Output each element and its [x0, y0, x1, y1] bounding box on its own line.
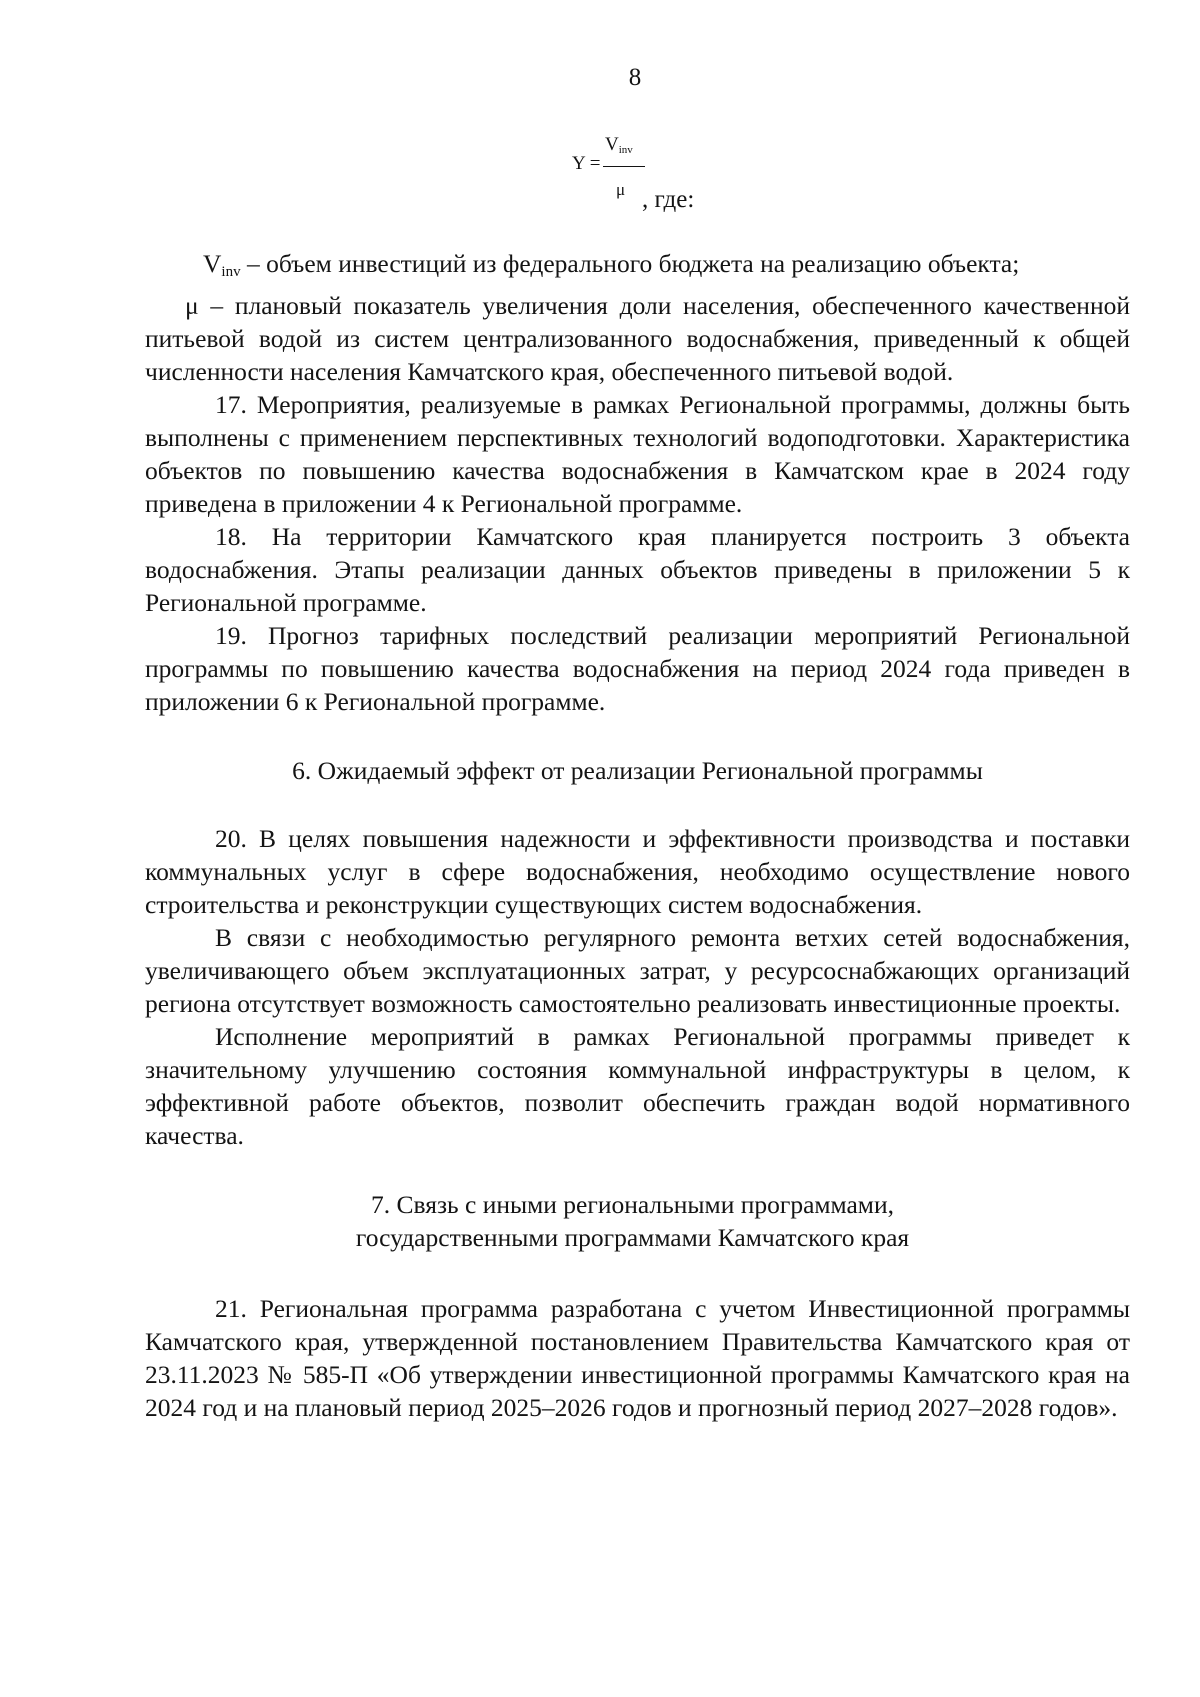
formula-suffix: , где:	[642, 186, 695, 213]
paragraph-20-b: В связи с необходимостью регулярного ремонта ветхих сетей водоснабжения, увеличивающего объем эксплуатационных затрат, у ресурсоснабжающих организаций региона отсутствует возможность самостоятельно реализовать инвестиционные проекты.	[145, 923, 1130, 1018]
v-symbol: V	[203, 249, 222, 278]
formula-numerator-subscript: inv	[618, 144, 633, 156]
paragraph-20: 20. В целях повышения надежности и эффективности производства и поставки коммунальных услуг в сфере водоснабжения, необходимо осуществление нового строительства и реконструкции существующих систем водоснабжения.	[145, 824, 1130, 919]
formula-numerator	[605, 134, 633, 156]
v-definition-text: – объем инвестиций из федерального бюджета на реализацию объекта;	[240, 249, 1020, 278]
paragraph-21: 21. Региональная программа разработана с учетом Инвестиционной программы Камчатского края, утвержденной постановлением Правительства Камчатского края от 23.11.2023 № 585-П «Об утверждении инвестиционной программы Камчатского края на 2024 год и на плановый период 2025–2026 годов и прогнозный период 2027–2028 годов».	[145, 1294, 1130, 1422]
paragraph-19: 19. Прогноз тарифных последствий реализации мероприятий Региональной программы по повышению качества водоснабжения на период 2024 года приведен в приложении 6 к Региональной программе.	[145, 621, 1130, 716]
definition-mu: μ – плановый показатель увеличения доли населения, обеспеченного качественной питьевой водой из систем централизованного водоснабжения, приведенный к общей численности населения Камчатского края, обеспеченного питьевой водой.	[145, 291, 1130, 386]
document-body	[145, 247, 1130, 1424]
section-6-heading: 6. Ожидаемый эффект от реализации Региональной программы	[292, 756, 983, 785]
formula-lhs: Y =	[572, 153, 601, 174]
formula	[0, 0, 1200, 240]
section-7-heading: 7. Связь с иными региональными программами, государственными программами Камчатского края	[355, 1190, 910, 1252]
paragraph-17: 17. Мероприятия, реализуемые в рамках Региональной программы, должны быть выполнены с применением перспективных технологий водоподготовки. Характеристика объектов по повышению качества водоснабжения в Камчатском крае в 2024 году приведена в приложении 4 к Региональной программе.	[145, 390, 1130, 518]
paragraph-18: 18. На территории Камчатского края планируется построить 3 объекта водоснабжения. Этапы реализации данных объектов приведены в приложении 5 к Региональной программе.	[145, 522, 1130, 617]
definition-v-inv	[145, 247, 1130, 289]
paragraph-20-c: Исполнение мероприятий в рамках Региональной программы приведет к значительному улучшению состояния коммунальной инфраструктуры в целом, к эффективной работе объектов, позволит обеспечить граждан водой нормативного качества.	[145, 1022, 1130, 1150]
fraction-bar	[603, 166, 645, 167]
v-subscript: inv	[221, 264, 241, 280]
page-number: 8	[628, 64, 642, 91]
formula-numerator-symbol: V	[605, 134, 619, 155]
formula-denominator: μ	[616, 180, 626, 199]
